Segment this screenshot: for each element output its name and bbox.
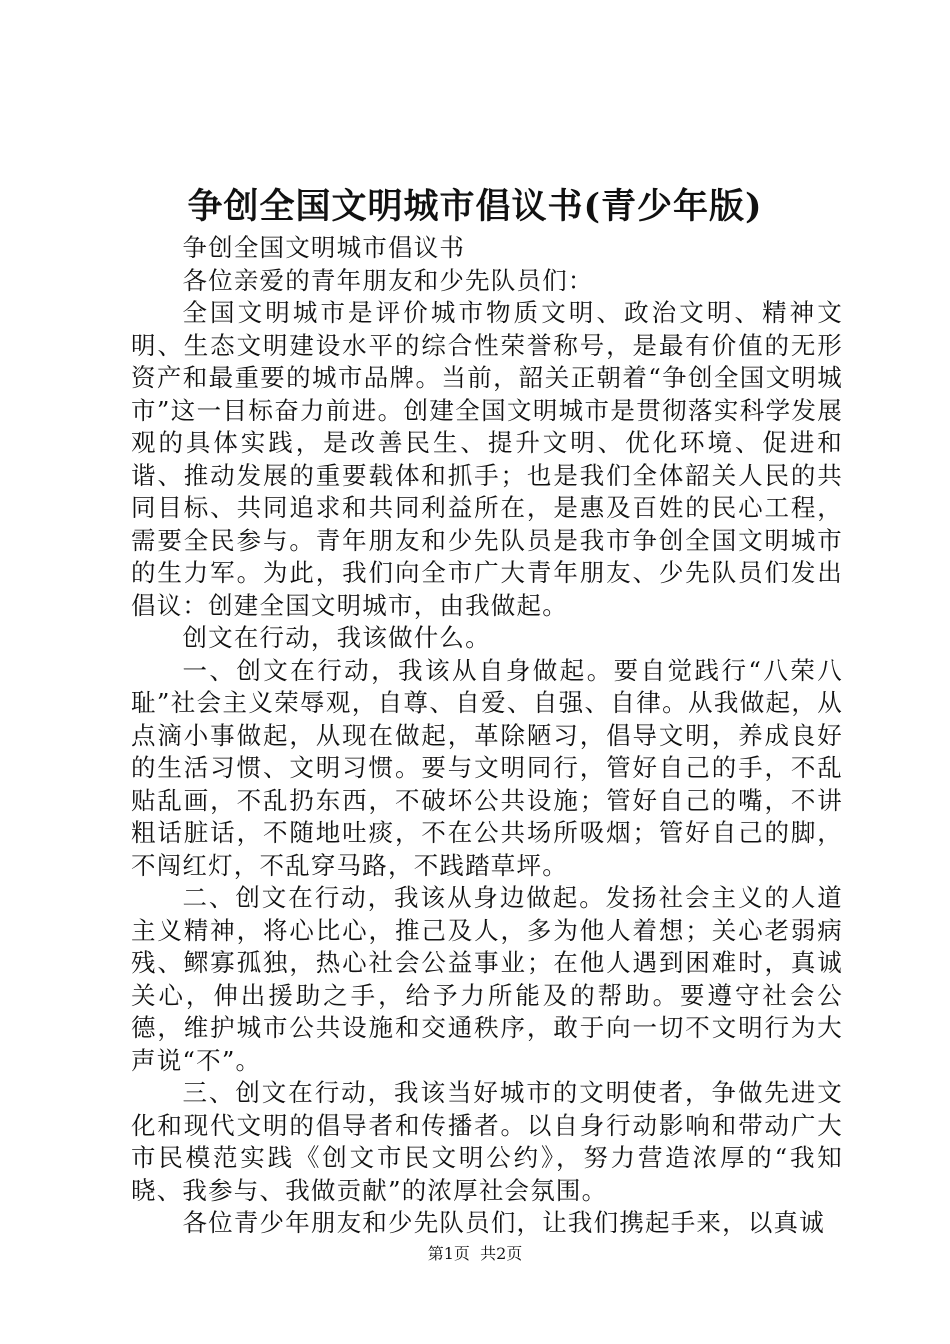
paragraph-salutation: 各位亲爱的青年朋友和少先队员们： xyxy=(182,265,594,295)
paragraph-point-three: 三、创文在行动，我该当好城市的文明使者，争做先进文化和现代文明的倡导者和传播者。以自身行动影响和带动广大市民模范实践《创文市民文明公约》，努力营造浓厚的“我知晓、我参与、我做贡献”的浓厚社会氛围。 xyxy=(131,1078,843,1205)
document-body xyxy=(131,232,843,1240)
paragraph-question: 创文在行动，我该做什么。 xyxy=(182,623,491,652)
paragraph-closing: 各位青少年朋友和少先队员们，让我们携起手来，以真诚 xyxy=(182,1208,825,1237)
paragraph-intro: 全国文明城市是评价城市物质文明、政治文明、精神文明、生态文明建设水平的综合性荣誉称号，是最有价值的无形资产和最重要的城市品牌。当前，韶关正朝着“争创全国文明城市”这一目标奋力前进。创建全国文明城市是贯彻落实科学发展观的具体实践，是改善民生、提升文明、优化环境、促进和谐、推动发展的重要载体和抓手；也是我们全体韶关人民的共同目标、共同追求和共同利益所在，是惠及百姓的民心工程，需要全民参与。青年朋友和少先队员是我市争创全国文明城市的生力军。为此，我们向全市广大青年朋友、少先队员们发出倡议：创建全国文明城市，由我做起。 xyxy=(131,298,843,620)
page-number: 第1页 共2页 xyxy=(427,1244,523,1263)
page-footer xyxy=(0,1242,950,1266)
paragraph-point-two: 二、创文在行动，我该从身边做起。发扬社会主义的人道主义精神，将心比心，推己及人，多为他人着想；关心老弱病残、鳏寡孤独，热心社会公益事业；在他人遇到困难时，真诚关心，伸出援助之手，给予力所能及的帮助。要遵守社会公德，维护城市公共设施和交通秩序，敢于向一切不文明行为大声说“不”。 xyxy=(131,883,843,1075)
paragraph-point-one: 一、创文在行动，我该从自身做起。要自觉践行“八荣八耻”社会主义荣辱观，自尊、自爱、自强、自律。从我做起，从点滴小事做起，从现在做起，革除陋习，倡导文明，养成良好的生活习惯、文明习惯。要与文明同行，管好自己的手，不乱贴乱画，不乱扔东西，不破坏公共设施；管好自己的嘴，不讲粗话脏话，不随地吐痰，不在公共场所吸烟；管好自己的脚，不闯红灯，不乱穿马路，不践踏草坪。 xyxy=(131,655,843,880)
paragraph-subtitle: 争创全国文明城市倡议书 xyxy=(182,233,466,262)
document-title: 争创全国文明城市倡议书(青少年版) xyxy=(187,186,763,227)
